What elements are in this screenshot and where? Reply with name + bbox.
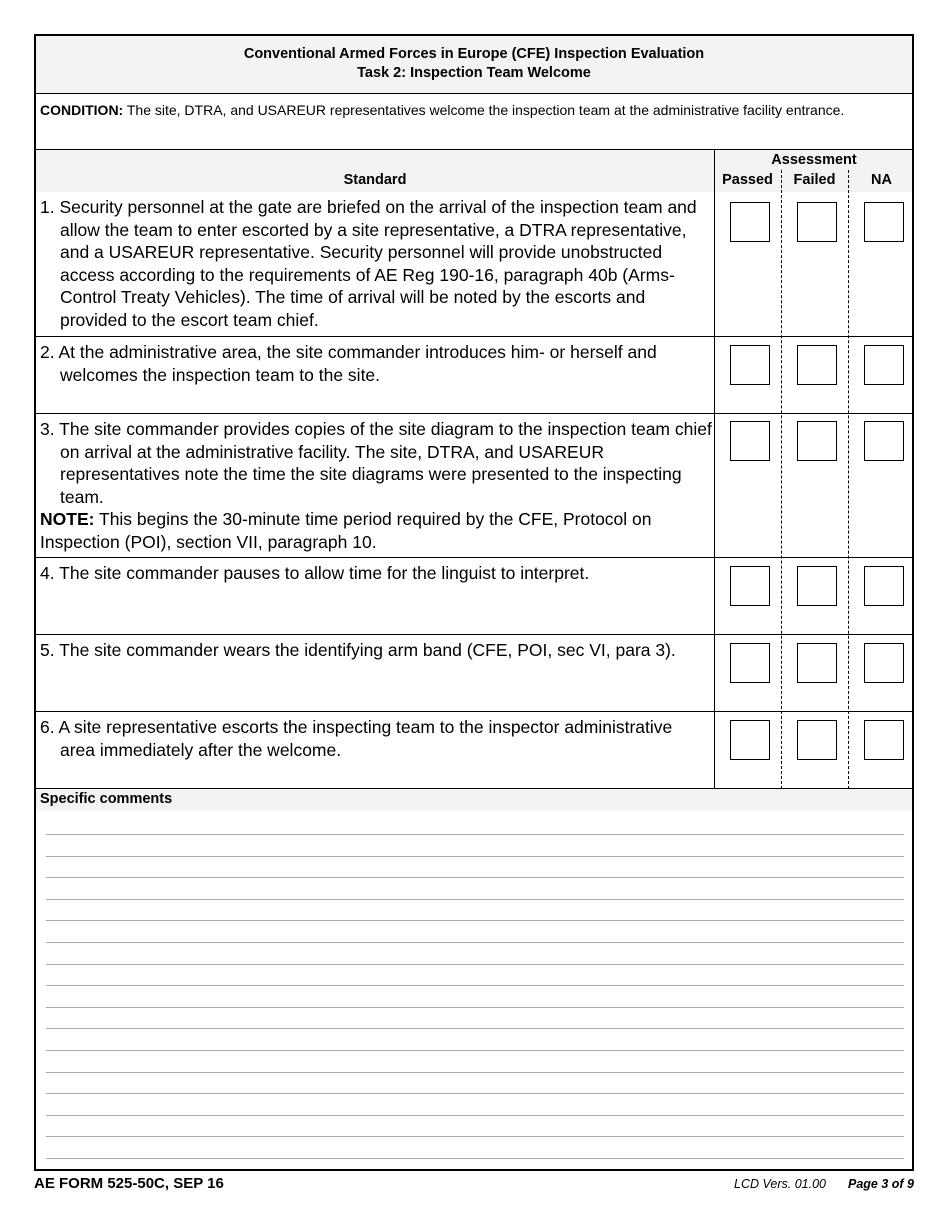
condition-text: The site, DTRA, and USAREUR representatives welcome the inspection team at the administrative facility entrance.: [123, 102, 845, 118]
comment-line[interactable]: [46, 920, 904, 921]
na-checkbox[interactable]: [864, 643, 904, 683]
standard-text: 2. At the administrative area, the site commander introduces him- or herself and welcomes the inspection team to the site.: [40, 342, 657, 385]
failed-checkbox[interactable]: [797, 643, 837, 683]
standard-text: 5. The site commander wears the identifying arm band (CFE, POI, sec VI, para 3).: [40, 640, 676, 660]
comment-line[interactable]: [46, 1050, 904, 1051]
passed-checkbox[interactable]: [730, 566, 770, 606]
standard-text: 4. The site commander pauses to allow time for the linguist to interpret.: [40, 563, 590, 583]
failed-checkbox[interactable]: [797, 720, 837, 760]
passed-checkbox[interactable]: [730, 345, 770, 385]
evaluation-form: [34, 34, 914, 1171]
version: LCD Vers. 01.00: [734, 1177, 826, 1191]
comment-line[interactable]: [46, 899, 904, 900]
standard-text: 3. The site commander provides copies of the site diagram to the inspection team chief on arrival at the administrative facility. The site, DTRA, and USAREUR representatives note the time the site diagrams were presented to the inspecting team.: [40, 419, 712, 507]
note: [40, 508, 712, 553]
task-title: Task 2: Inspection Team Welcome: [357, 65, 591, 81]
na-header: NA: [871, 172, 892, 188]
failed-checkbox[interactable]: [797, 421, 837, 461]
passed-checkbox[interactable]: [730, 421, 770, 461]
comment-line[interactable]: [46, 985, 904, 986]
standard-text: 1. Security personnel at the gate are briefed on the arrival of the inspection team and allow the team to enter escorted by a site representative, a DTRA representative, and a USAREUR representative. Security personnel will provide unobstructed access according to the requirements of AE Reg 190-16, paragraph 40b (Arms-Control Treaty Vehicles). The time of arrival will be noted by the escorts and provided to the escort team chief.: [40, 197, 697, 330]
page-number: Page 3 of 9: [848, 1177, 914, 1191]
failed-header: Failed: [793, 172, 836, 188]
note-text: This begins the 30-minute time period required by the CFE, Protocol on Inspection (POI), section VII, paragraph 10.: [40, 509, 652, 552]
condition-label: CONDITION:: [40, 102, 124, 118]
na-checkbox[interactable]: [864, 720, 904, 760]
comment-line[interactable]: [46, 1093, 904, 1094]
comment-line[interactable]: [46, 1158, 904, 1159]
column-divider-dashed: [781, 170, 782, 789]
na-checkbox[interactable]: [864, 202, 904, 242]
failed-checkbox[interactable]: [797, 566, 837, 606]
passed-checkbox[interactable]: [730, 643, 770, 683]
na-checkbox[interactable]: [864, 566, 904, 606]
comment-line[interactable]: [46, 856, 904, 857]
comment-line[interactable]: [46, 1072, 904, 1073]
passed-checkbox[interactable]: [730, 720, 770, 760]
na-checkbox[interactable]: [864, 345, 904, 385]
comment-line[interactable]: [46, 942, 904, 943]
standard-header: Standard: [343, 172, 407, 188]
comment-line[interactable]: [46, 964, 904, 965]
na-checkbox[interactable]: [864, 421, 904, 461]
comment-line[interactable]: [46, 1136, 904, 1137]
column-divider-dashed: [848, 170, 849, 789]
failed-checkbox[interactable]: [797, 345, 837, 385]
comment-line[interactable]: [46, 877, 904, 878]
form-title: Conventional Armed Forces in Europe (CFE) Inspection Evaluation: [243, 46, 705, 62]
passed-checkbox[interactable]: [730, 202, 770, 242]
comments-label: Specific comments: [36, 789, 912, 811]
comment-line[interactable]: [46, 1028, 904, 1029]
specific-comments: [36, 789, 912, 811]
note-label: NOTE:: [40, 509, 95, 529]
column-divider: [714, 150, 715, 789]
comment-line[interactable]: [46, 834, 904, 835]
comment-line[interactable]: [46, 1115, 904, 1116]
condition: [36, 93, 912, 150]
failed-checkbox[interactable]: [797, 202, 837, 242]
form-id: AE FORM 525-50C, SEP 16: [34, 1175, 224, 1192]
standard-text: 6. A site representative escorts the inspecting team to the inspector administrative area immediately after the welcome.: [40, 717, 673, 760]
comment-line[interactable]: [46, 1007, 904, 1008]
assessment-header: Assessment: [771, 152, 857, 168]
form-header: [36, 36, 912, 94]
passed-header: Passed: [722, 172, 773, 188]
